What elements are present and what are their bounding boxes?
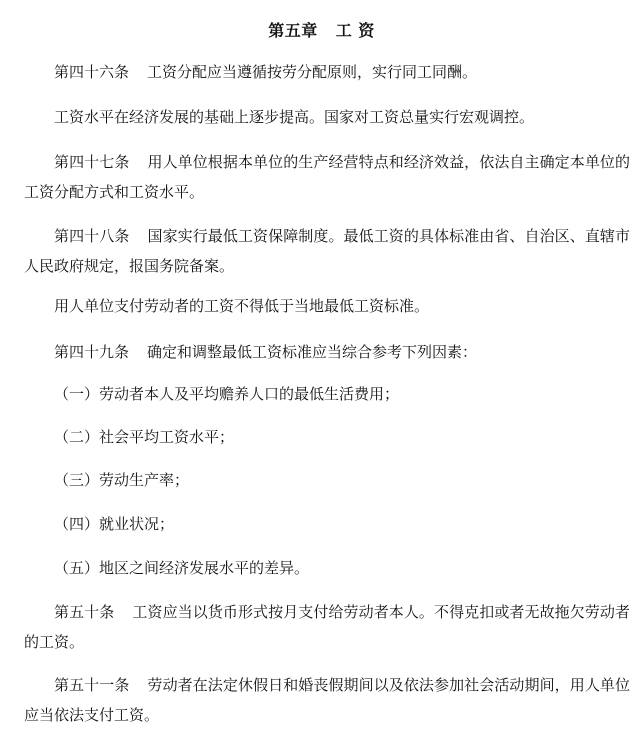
list-item — [24, 465, 630, 495]
paragraph-text: 确定和调整最低工资标准应当综合参考下列因素： — [147, 343, 478, 361]
chapter-title: 工 资 — [335, 21, 375, 40]
paragraph-text: 工资分配应当遵循按劳分配原则，实行同工同酬。 — [147, 63, 478, 81]
list-item — [24, 553, 630, 583]
paragraph-text: （四）就业状况； — [54, 515, 175, 533]
chapter-number: 第五章 — [268, 21, 318, 40]
paragraph-article-49 — [24, 337, 630, 367]
paragraph-text: 国家实行最低工资保障制度。最低工资的具体标准由省、自治区、直辖市人民政府规定，报国务院备案。 — [24, 227, 630, 275]
paragraph-minimum-wage — [24, 291, 630, 321]
article-number: 第四十六条 — [54, 63, 130, 81]
list-item — [24, 509, 630, 539]
article-number: 第四十八条 — [54, 227, 130, 245]
article-number: 第四十九条 — [54, 343, 130, 361]
paragraph-text: 工资水平在经济发展的基础上逐步提高。国家对工资总量实行宏观调控。 — [54, 108, 535, 126]
paragraph-text: （三）劳动生产率； — [54, 471, 190, 489]
paragraph-text: （二）社会平均工资水平； — [54, 428, 235, 446]
paragraph-article-51 — [24, 670, 630, 730]
paragraph-text: 用人单位根据本单位的生产经营特点和经济效益，依法自主确定本单位的工资分配方式和工资水平。 — [24, 153, 630, 201]
list-item — [24, 379, 630, 409]
paragraph-article-50 — [24, 597, 630, 657]
list-item — [24, 422, 630, 452]
chapter-heading — [0, 18, 643, 41]
paragraph-text: 用人单位支付劳动者的工资不得低于当地最低工资标准。 — [54, 297, 430, 315]
article-number: 第四十七条 — [54, 153, 130, 171]
paragraph-article-46 — [24, 57, 630, 87]
paragraph-article-48 — [24, 221, 630, 281]
paragraph-text: （五）地区之间经济发展水平的差异。 — [54, 559, 310, 577]
article-number: 第五十一条 — [54, 676, 130, 694]
paragraph-text: 劳动者在法定休假日和婚丧假期间以及依法参加社会活动期间，用人单位应当依法支付工资。 — [24, 676, 630, 724]
paragraph-text: （一）劳动者本人及平均赡养人口的最低生活费用； — [54, 385, 400, 403]
paragraph-text: 工资应当以货币形式按月支付给劳动者本人。不得克扣或者无故拖欠劳动者的工资。 — [24, 603, 630, 651]
paragraph-article-47 — [24, 147, 630, 207]
paragraph-wage-level — [24, 102, 630, 132]
article-number: 第五十条 — [54, 603, 115, 621]
